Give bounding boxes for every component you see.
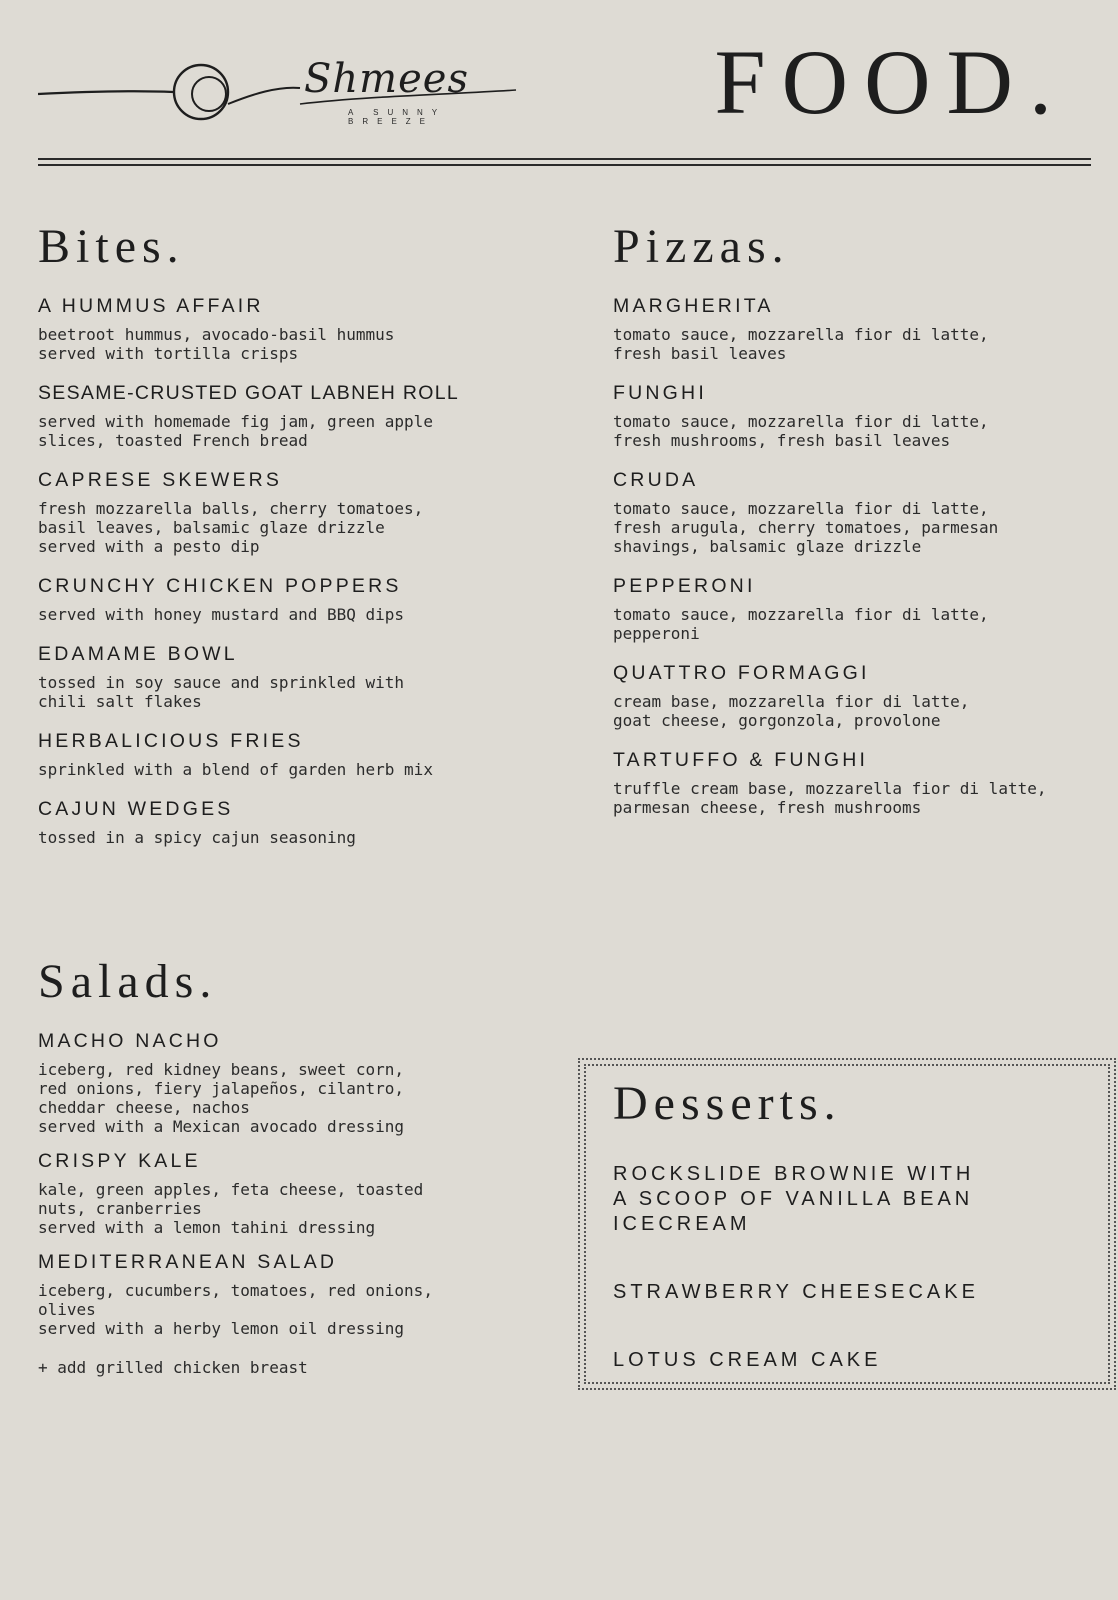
menu-item [38, 575, 558, 624]
brand-logo [38, 50, 528, 130]
dessert-item: STRAWBERRY CHEESECAKE [613, 1281, 979, 1303]
brand-tagline: A SUNNY BREEZE [348, 108, 446, 126]
item-name: CRUNCHY CHICKEN POPPERS [38, 575, 402, 597]
menu-item [613, 749, 1093, 817]
item-description: tomato sauce, mozzarella fior di latte, fresh mushrooms, fresh basil leaves [613, 412, 989, 450]
dessert-item: ROCKSLIDE BROWNIE WITH A SCOOP OF VANILLA BEAN ICECREAM [613, 1163, 975, 1235]
section-title: Desserts. [613, 1077, 842, 1130]
item-description: served with homemade fig jam, green apple slices, toasted French bread [38, 412, 433, 450]
menu-item [613, 295, 1093, 363]
menu-item [613, 469, 1093, 556]
item-name: TARTUFFO & FUNGHI [613, 749, 869, 771]
section-title: Salads. [38, 955, 218, 1008]
item-description: tossed in a spicy cajun seasoning [38, 828, 356, 847]
item-description: tomato sauce, mozzarella fior di latte, pepperoni [613, 605, 989, 643]
menu-item [38, 382, 558, 450]
page-title: FOOD. [714, 31, 1068, 133]
item-description: served with honey mustard and BBQ dips [38, 605, 405, 624]
item-description: cream base, mozzarella fior di latte, goat cheese, gorgonzola, provolone [613, 692, 970, 730]
item-description: beetroot hummus, avocado-basil hummus served with tortilla crisps [38, 325, 395, 363]
item-name: HERBALICIOUS FRIES [38, 730, 304, 752]
item-name: A HUMMUS AFFAIR [38, 295, 264, 317]
menu-item [613, 575, 1093, 643]
item-name: SESAME-CRUSTED GOAT LABNEH ROLL [38, 382, 459, 404]
header-divider [38, 158, 1091, 160]
item-name: CAPRESE SKEWERS [38, 469, 283, 491]
item-description: sprinkled with a blend of garden herb mix [38, 760, 433, 779]
item-description: iceberg, red kidney beans, sweet corn, red onions, fiery jalapeños, cilantro, cheddar cheese, nachos served with a Mexican avocado dressing [38, 1060, 405, 1136]
section-title: Bites. [38, 220, 185, 273]
item-name: CAJUN WEDGES [38, 798, 234, 820]
item-name: EDAMAME BOWL [38, 643, 238, 665]
menu-item [38, 469, 558, 556]
item-description: fresh mozzarella balls, cherry tomatoes, basil leaves, balsamic glaze drizzle served with a pesto dip [38, 499, 424, 556]
item-name: MEDITERRANEAN SALAD [38, 1251, 338, 1273]
item-description: truffle cream base, mozzarella fior di latte, parmesan cheese, fresh mushrooms [613, 779, 1047, 817]
menu-item [38, 798, 558, 847]
salads-section [38, 955, 558, 1377]
item-name: QUATTRO FORMAGGI [613, 662, 870, 684]
item-name: MACHO NACHO [38, 1030, 222, 1052]
menu-item [38, 730, 558, 779]
brand-name: Shmees [304, 56, 469, 102]
item-description: iceberg, cucumbers, tomatoes, red onions, olives served with a herby lemon oil dressing [38, 1281, 433, 1338]
item-name: FUNGHI [613, 382, 707, 404]
dessert-item: LOTUS CREAM CAKE [613, 1349, 882, 1371]
item-name: CRUDA [613, 469, 699, 491]
menu-item [38, 295, 558, 363]
addon-note: + add grilled chicken breast [38, 1358, 308, 1377]
item-description: tomato sauce, mozzarella fior di latte, fresh arugula, cherry tomatoes, parmesan shavings, balsamic glaze drizzle [613, 499, 999, 556]
desserts-section [613, 1077, 1093, 1416]
menu-item [38, 1030, 558, 1136]
menu-item [38, 1251, 558, 1338]
section-title: Pizzas. [613, 220, 790, 273]
item-description: tomato sauce, mozzarella fior di latte, fresh basil leaves [613, 325, 989, 363]
menu-item [613, 662, 1093, 730]
menu-item [38, 643, 558, 711]
item-name: MARGHERITA [613, 295, 774, 317]
menu-item [38, 1150, 558, 1237]
item-description: tossed in soy sauce and sprinkled with chili salt flakes [38, 673, 405, 711]
header-divider [38, 164, 1091, 166]
item-name: PEPPERONI [613, 575, 756, 597]
bites-section [38, 220, 558, 866]
menu-item [613, 382, 1093, 450]
item-description: kale, green apples, feta cheese, toasted nuts, cranberries served with a lemon tahini dressing [38, 1180, 424, 1237]
item-name: CRISPY KALE [38, 1150, 201, 1172]
pizzas-section [613, 220, 1093, 836]
